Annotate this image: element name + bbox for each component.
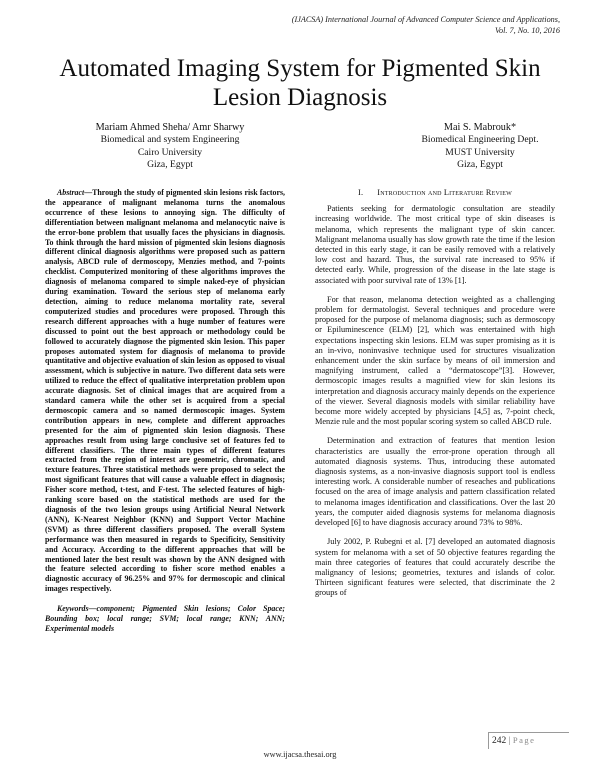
page-number [492, 735, 535, 746]
section-heading [315, 188, 555, 198]
body-paragraph: For that reason, melanoma detection weighted as a challenging problem for dermatologist. Several techniques and procedure were proposed for the purpose of melanoma diagnosis; such as dermoscopy or Epiluminescence (ELM) [2], which was entertained with high expectations inspecting skin lesions. ELM was super promising as it is an in-vivo, noninvasive technique used for structures visualization enhancement under the skin surface by means of oil immersion and magnifying instrument, called a “dermatoscope”[3]. However, dermoscopic images results a magnified view for skin lesions its interpretation and diagnosis accuracy mainly depends on the experience of the viewer. Several diagnosis models with similar reliability have become more widely accepted by physicians [4,5] as, 7-point check, Menzie rule and the most popular scoring system so called ABCD rule. [315, 294, 555, 427]
keywords-label: Keywords [57, 604, 89, 614]
author-university: Cairo University [137, 146, 203, 158]
author-2 [400, 122, 560, 172]
author-department: Biomedical Engineering Dept. [421, 134, 539, 146]
right-column [315, 188, 555, 608]
author-city: Giza, Egypt [147, 159, 193, 171]
left-column [45, 188, 285, 634]
author-1 [80, 122, 260, 172]
author-university: MUST University [445, 146, 515, 158]
title-line-1: Automated Imaging System for Pigmented Skin [59, 55, 541, 82]
abstract-text: —Through the study of pigmented skin lesions risk factors, the appearance of malignant melanoma turns the anomalous occurrence of these lesions to annoying sign. The difficulty of differentiation between malignant melanoma and melanocytic naive is the error-bone problem that usually faces the physicians in diagnosis. To think through the hard mission of pigmented skin lesions diagnosis different clinical diagnosis algorithms were proposed such as pattern analysis, ABCD rule of dermoscopy, Menzies method, and 7-points checklist. Computerized monitoring of these algorithms improves the diagnosis of melanoma compared to simple naked-eye of physician during examination. Toward the serious step of melanoma early detection, aiming to reduce melanoma mortality rate, several computerized studies and procedures were proposed. Through this research different approaches with a huge number of features were discussed to point out the best approach or methodology could be followed to accurately diagnose the pigmented skin lesion. This paper proposes automated system for diagnosis of melanoma to provide quantitative and objective evaluation of skin lesion as opposed to visual assessment, which is subjective in nature. Two different data sets were utilized to reduce the effect of qualitative interpretation problem upon accurate diagnosis. Set of clinical images that are acquired from a standard camera while the other set is acquired from a special dermoscopic camera and so named dermoscopic images. System contribution appears in new, complete and different approaches presented for the aim of pigmented skin lesion diagnosis. These approaches result from using large conclusive set of features fed to different classifiers. The three main types of different features extracted from the region of interest are geometric, chromatic, and texture features. Three statistical methods were proposed to select the most significant features that will cause a valuable effect in diagnosis; Fisher score method, t-test, and F-test. The selected features of high-ranking score based on the statistical methods are used for the diagnosis of the two lesion groups using Artificial Neural Network (ANN), K-Nearest Neighbor (KNN) and Support Vector Machine (SVM) as three different classifiers proposed. The overall System performance was then measured in regards to Specificity, Sensitivity and Accuracy. According to the different approaches that will be mentioned later the best result was shown by the ANN designed with the feature selected according to fisher score method enables a diagnostic accuracy of 96.25% and 97% for dermoscopic and clinical images respectively. [45, 188, 285, 594]
author-name: Mariam Ahmed Sheha/ Amr Sharwy [95, 122, 245, 133]
title-line-2: Lesion Diagnosis [212, 84, 388, 111]
page-label: Page [512, 735, 536, 745]
journal-header [230, 14, 560, 36]
footer-url[interactable]: www.ijacsa.thesai.org [263, 750, 337, 759]
abstract-label: Abstract [57, 188, 85, 197]
page-number-value: 242 [492, 736, 507, 746]
author-city: Giza, Egypt [457, 159, 503, 171]
author-name: Mai S. Mabrouk* [443, 122, 517, 133]
body-paragraph: Determination and extraction of features that mention lesion characteristics are usually the error-prone operation through all automated diagnosis systems. Thus, introducing these automated diagnosis systems, as a non-invasive diagnosis support tool is endless interesting work. A considerable number of reseaches and publications focused on the area of image analysis and pattern classification related to melanoma images identification and classifications. Over the last 20 years, the computer aided diagnosis systems for melanoma diagnosis developed [6] to have diagnosis accuracy around 73% to 98%. [315, 436, 555, 528]
section-number: I. [358, 188, 364, 197]
journal-name: (IJACSA) International Journal of Advanced Computer Science and Applications, [291, 15, 560, 24]
page-separator: | [508, 736, 511, 746]
keywords [45, 604, 285, 634]
body-paragraph: Patients seeking for dermatologic consultation are steadily increasing worldwide. The most critical type of skin diseases is melanoma, which represents the malignant type of skin cancer. Malignant melanoma usually has slow growth rate the time if the lesion detected in this early stage, it can be easily removed with a relatively low cost and hazard. Thus, the survival rate increased to 95% if detected early. While, progression of the disease in the late stage is associated with poor survival rate of 13% [1]. [315, 204, 555, 285]
keywords-text: —component; Pigmented Skin lesions; Color Space; Bounding box; local range; SVM; local range; KNN; ANN; Experimental models [45, 604, 285, 633]
journal-volume: Vol. 7, No. 10, 2016 [494, 26, 560, 35]
abstract [45, 188, 285, 594]
body-paragraph: July 2002, P. Rubegni et al. [7] developed an automated diagnosis system for melanoma with a set of 50 objective features regarding the main three categories of features that could accurately describe the malignancy of lesions; geometries, textures and islands of color. Thirteen significant features were selected, that discriminate the 2 groups of [315, 537, 555, 598]
author-department: Biomedical and system Engineering [100, 134, 240, 146]
paper-title [40, 54, 560, 112]
section-title: Introduction and Literature Review [377, 188, 512, 197]
